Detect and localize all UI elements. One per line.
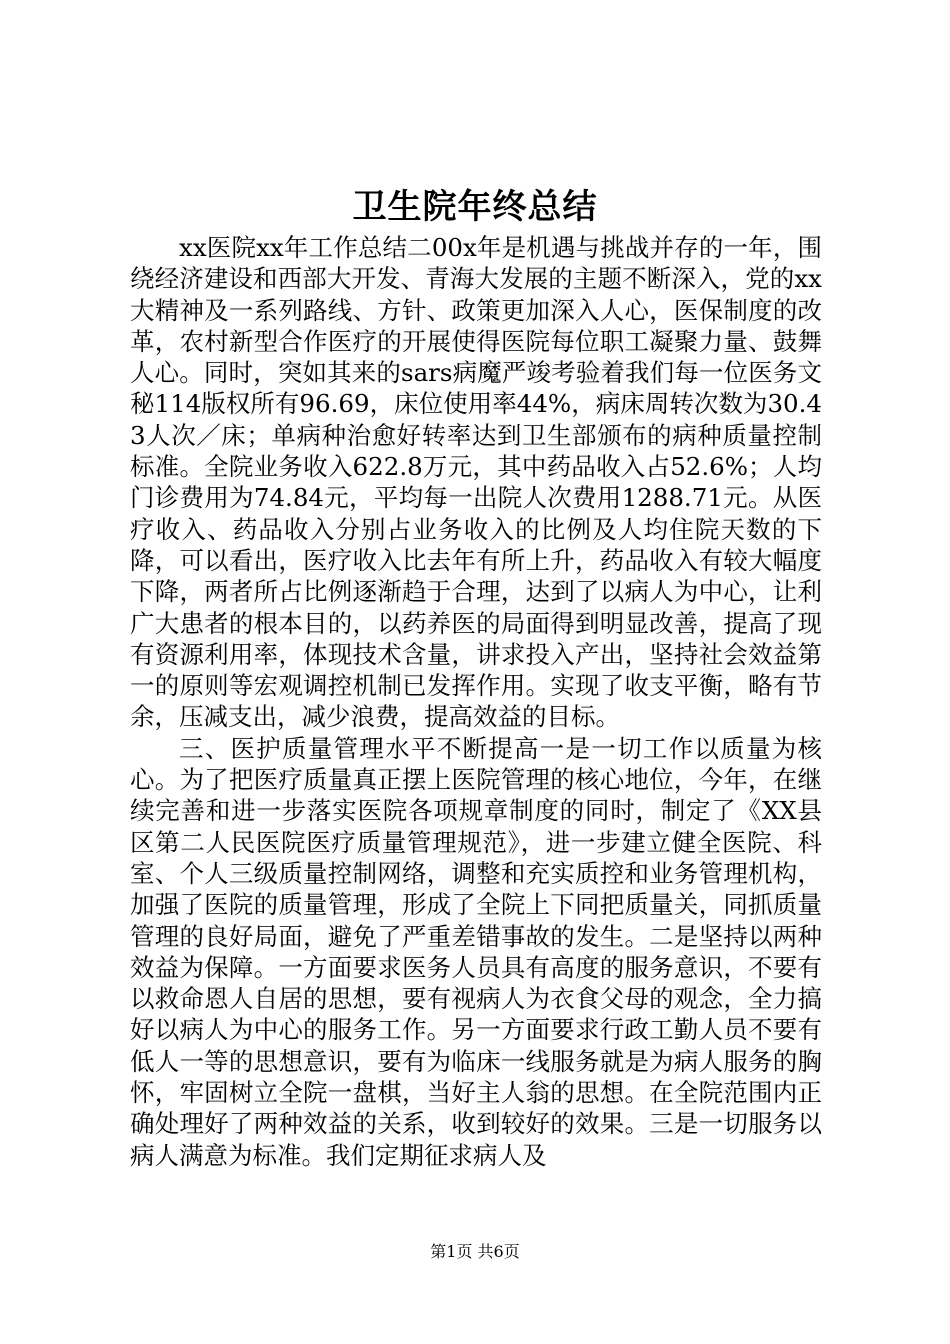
page-number-footer: 第1页 共6页	[430, 1242, 520, 1261]
paragraph-1: xx医院xx年工作总结二00x年是机遇与挑战并存的一年，围绕经济建设和西部大开发、青海大发展的主题不断深入，党的xx大精神及一系列路线、方针、政策更加深入人心，医保制度的改革，农村新型合作医疗的开展使得医院每位职工凝聚力量、鼓舞人心。同时，突如其来的sars病魔严竣考验着我们每一位医务文秘114版权所有96.69，床位使用率44%，病床周转次数为30.43人次／床；单病种治愈好转率达到卫生部颁布的病种质量控制标准。全院业务收入622.8万元，其中药品收入占52.6%；人均门诊费用为74.84元，平均每一出院人次费用1288.71元。从医疗收入、药品收入分别占业务收入的比例及人均住院天数的下降，可以看出，医疗收入比去年有所上升，药品收入有较大幅度下降，两者所占比例逐渐趋于合理，达到了以病人为中心，让利广大患者的根本目的，以药养医的局面得到明显改善，提高了现有资源利用率，体现技术含量，讲求投入产出，坚持社会效益第一的原则等宏观调控机制已发挥作用。实现了收支平衡，略有节余，压减支出，减少浪费，提高效益的目标。	[130, 233, 822, 732]
document-title: 卫生院年终总结	[352, 187, 598, 227]
document-body	[130, 232, 822, 1171]
paragraph-2: 三、医护质量管理水平不断提高一是一切工作以质量为核心。为了把医疗质量真正摆上医院管理的核心地位，今年，在继续完善和进一步落实医院各项规章制度的同时，制定了《XX县区第二人民医院医疗质量管理规范》，进一步建立健全医院、科室、个人三级质量控制网络，调整和充实质控和业务管理机构，加强了医院的质量管理，形成了全院上下同把质量关，同抓质量管理的良好局面，避免了严重差错事故的发生。二是坚持以两种效益为保障。一方面要求医务人员具有高度的服务意识，不要有以救命恩人自居的思想，要有视病人为衣食父母的观念，全力搞好以病人为中心的服务工作。另一方面要求行政工勤人员不要有低人一等的思想意识，要有为临床一线服务就是为病人服务的胸怀，牢固树立全院一盘棋，当好主人翁的思想。在全院范围内正确处理好了两种效益的关系，收到较好的效果。三是一切服务以病人满意为标准。我们定期征求病人及	[130, 733, 822, 1170]
